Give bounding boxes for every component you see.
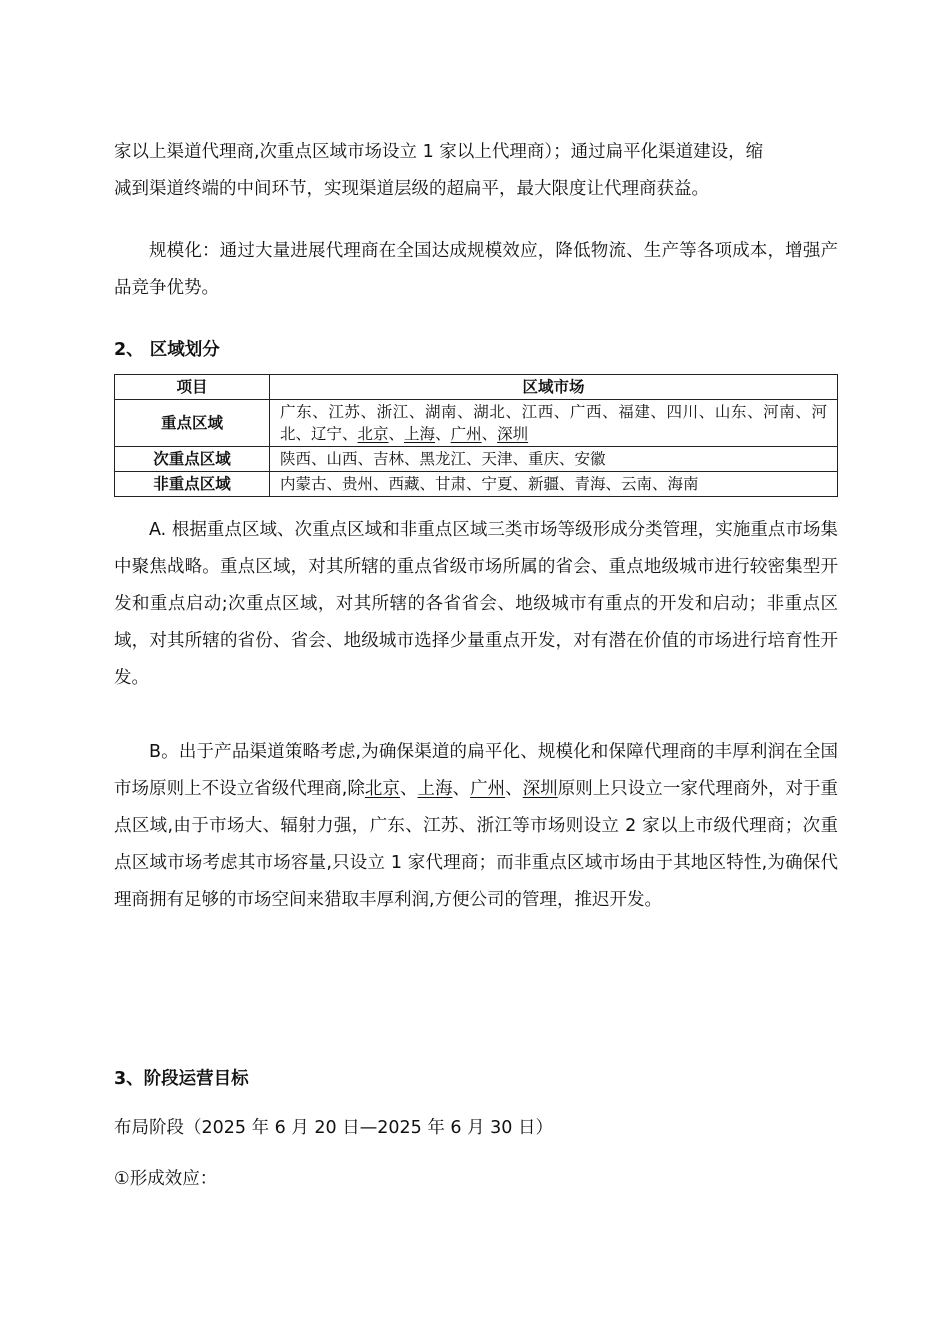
effect-line: ①形成效应： xyxy=(114,1169,218,1189)
underlined-city: 广州 xyxy=(470,779,506,799)
underlined-city: 深圳 xyxy=(522,779,558,799)
header-item: 项目 xyxy=(115,375,270,400)
stage-line: 布局阶段（2025 年 6 月 20 日—2025 年 6 月 30 日） xyxy=(114,1118,554,1138)
intro-line-2: 减到渠道终端的中间环节，实现渠道层级的超扁平，最大限度让代理商获益。 xyxy=(114,179,709,199)
table-row xyxy=(115,447,838,472)
table-row xyxy=(115,400,838,447)
underlined-city: 广州 xyxy=(450,425,482,443)
underlined-city: 北京 xyxy=(357,425,389,443)
table-row xyxy=(115,472,838,497)
row-label: 重点区域 xyxy=(115,400,270,447)
underlined-city: 上海 xyxy=(404,425,436,443)
section-3-title: 3、阶段运营目标 xyxy=(114,1069,249,1089)
header-market: 区域市场 xyxy=(270,375,838,400)
table-header-row xyxy=(115,375,838,400)
intro-paragraph xyxy=(114,134,838,208)
scale-paragraph: 规模化：通过大量进展代理商在全国达成规模效应，降低物流、生产等各项成本，增强产品竞争优势。 xyxy=(114,241,838,298)
section-2-title: 2、 区域划分 xyxy=(114,340,220,360)
intro-line-1: 家以上渠道代理商,次重点区域市场设立 1 家以上代理商）；通过扁平化渠道建设，缩 xyxy=(114,142,764,162)
region-table xyxy=(114,374,838,497)
paragraph-b: B。出于产品渠道策略考虑,为确保渠道的扁平化、规模化和保障代理商的丰厚利润在全国市场原则上不设立省级代理商,除北京、上海、广州、深圳原则上只设立一家代理商外，对于重点区域,由于市场大、辐射力强，广东、江苏、浙江等市场则设立 2 家以上市级代理商；次重点区域市场考虑其市场容量,只设立 1 家代理商；而非重点区域市场由于其地区特性,为确保代理商拥有足够的市场空间来猎取丰厚利润,方便公司的管理，推迟开发。 xyxy=(114,742,839,910)
row-label: 次重点区域 xyxy=(115,447,270,472)
row-areas: 广东、江苏、浙江、湖南、湖北、江西、广西、福建、四川、山东、河南、河北、辽宁、北京、上海、广州、深圳 xyxy=(270,400,838,447)
row-areas: 陕西、山西、吉林、黑龙江、天津、重庆、安徽 xyxy=(270,447,838,472)
row-areas: 内蒙古、贵州、西藏、甘肃、宁夏、新疆、青海、云南、海南 xyxy=(270,472,838,497)
underlined-city: 上海 xyxy=(417,779,453,799)
underlined-city: 北京 xyxy=(364,779,400,799)
paragraph-a: A. 根据重点区域、次重点区域和非重点区域三类市场等级形成分类管理，实施重点市场集中聚焦战略。重点区域，对其所辖的重点省级市场所属的省会、重点地级城市进行较密集型开发和重点启动;次重点区域，对其所辖的各省省会、地级城市有重点的开发和启动；非重点区域，对其所辖的省份、省会、地级城市选择少量重点开发，对有潜在价值的市场进行培育性开发。 xyxy=(114,520,838,688)
underlined-city: 深圳 xyxy=(497,425,529,443)
row-label: 非重点区域 xyxy=(115,472,270,497)
